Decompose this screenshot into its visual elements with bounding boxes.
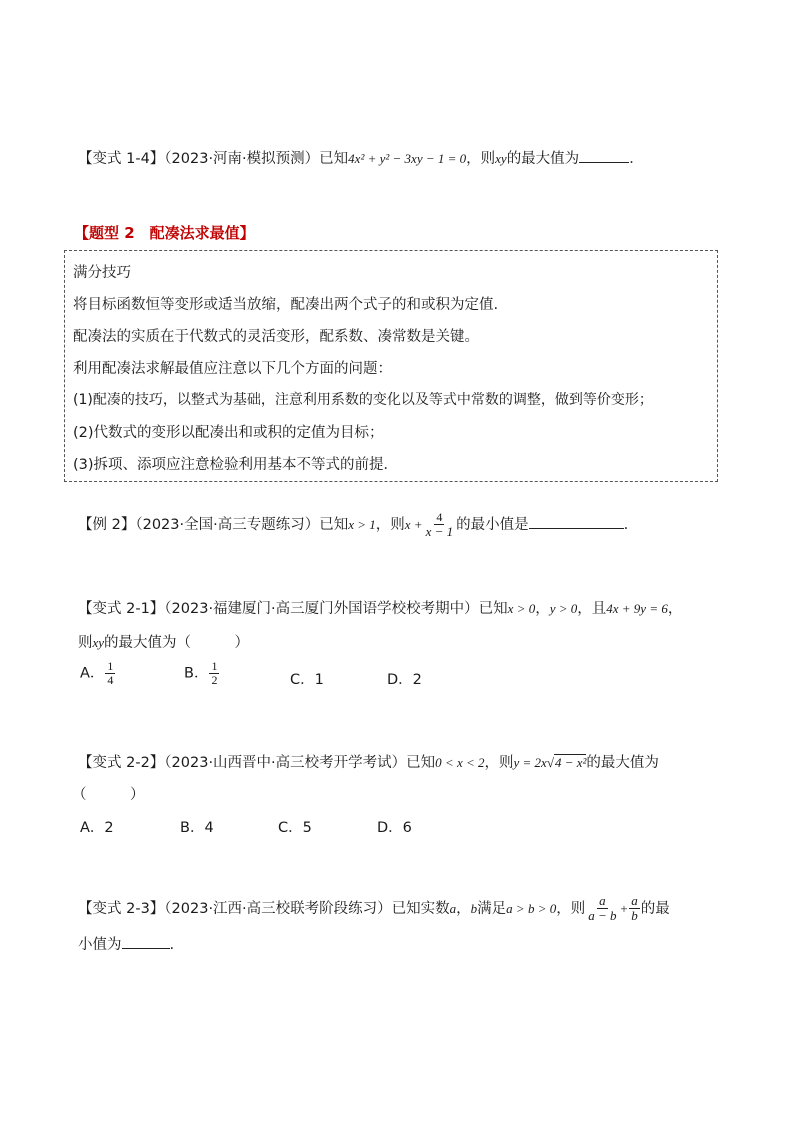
target-expression: xy: [92, 635, 105, 650]
option-letter: B．: [180, 820, 205, 836]
question-text: ，且: [577, 601, 607, 617]
fraction: [209, 660, 219, 687]
option-text: 1: [314, 672, 324, 688]
option-letter: A．: [80, 665, 105, 682]
question-tag: 【例 2】: [78, 517, 136, 534]
radicand: 4 − x²: [554, 755, 587, 770]
fraction-denominator: x − 1: [425, 524, 454, 540]
variable: b: [470, 900, 478, 916]
tips-line: (1)配凑的技巧，以整式为基础，注意利用系数的变化以及等式中常数的调整，做到等价变形；: [73, 392, 653, 408]
target-expression: xy: [495, 151, 507, 166]
variable: a: [449, 900, 457, 916]
condition: x > 0: [507, 601, 536, 616]
question-text: 已知实数: [391, 900, 450, 917]
option-letter: C．: [290, 672, 315, 688]
fraction: [629, 894, 640, 924]
question-text: .: [623, 517, 629, 534]
tips-line: 将目标函数恒等变形或适当放缩，配凑出两个式子的和或积为定值.: [73, 297, 499, 313]
question-tag: 【变式 1-4】: [78, 151, 165, 167]
condition: 0 < x < 2: [435, 755, 485, 770]
option-letter: A．: [80, 820, 105, 836]
option-text: 2: [412, 672, 422, 688]
option-letter: D．: [377, 820, 403, 836]
option-b[interactable]: [180, 816, 214, 837]
option-text: 4: [204, 820, 214, 836]
option-letter: B．: [184, 665, 209, 682]
option-letter: C．: [278, 820, 303, 836]
question-text: 的最: [640, 900, 670, 917]
question-text: ，: [667, 601, 683, 617]
fraction-numerator: 1: [107, 659, 114, 673]
question-text: ，则: [375, 517, 405, 534]
answer-paren: （ ）: [72, 787, 145, 803]
question-text: 的最大值为: [586, 755, 659, 771]
condition: a > b > 0: [506, 900, 557, 916]
question-2-1: [78, 597, 682, 618]
question-text: 满足: [477, 900, 507, 917]
option-b[interactable]: [184, 660, 220, 687]
option-c[interactable]: [290, 668, 324, 689]
condition: y > 0: [549, 601, 578, 616]
question-text: 已知: [319, 151, 349, 167]
question-text: 的最大值为（ ）: [104, 635, 250, 651]
answer-blank[interactable]: [579, 148, 629, 163]
question-text: 的最小值是: [456, 517, 529, 534]
question-source: （2023·全国·高三专题练习）: [135, 517, 320, 534]
condition: 4x + 9y = 6: [606, 601, 668, 616]
example-2: [78, 511, 628, 539]
fraction-numerator: 1: [211, 659, 218, 673]
question-text: 则: [78, 635, 93, 651]
fraction-numerator: a: [631, 893, 638, 908]
question-text: 已知: [319, 517, 349, 534]
question-source: （2023·福建厦门·高三厦门外国语学校校考期中）: [164, 601, 479, 617]
question-2-3: [78, 894, 670, 924]
plus-sign: +: [619, 900, 629, 916]
option-d[interactable]: [387, 668, 422, 689]
fraction: [105, 660, 115, 687]
option-c[interactable]: [278, 816, 312, 837]
fraction-denominator: a − b: [588, 908, 617, 924]
option-text: 6: [402, 820, 412, 836]
fraction: [424, 511, 456, 539]
tips-line: (3)拆项、添项应注意检验利用基本不等式的前提．: [73, 457, 399, 473]
sqrt-sign: √: [546, 755, 554, 770]
fraction-numerator: 4: [436, 510, 443, 524]
question-text: 小值为: [78, 937, 122, 953]
question-text: .: [169, 937, 175, 953]
fraction: [586, 894, 618, 924]
question-text: ，: [456, 900, 471, 917]
question-text: ，则: [484, 755, 514, 771]
question-text: 已知: [406, 755, 436, 771]
question-source: （2023·江西·高三校联考阶段练习）: [164, 900, 392, 917]
question-2-1-line2: [78, 631, 249, 652]
option-text: 5: [302, 820, 312, 836]
option-letter: D．: [387, 672, 413, 688]
question-text: 已知: [478, 601, 508, 617]
tips-line: 利用配凑法求解最值应注意以下几个方面的问题：: [73, 361, 392, 377]
fraction-denominator: 2: [211, 673, 218, 688]
question-text: 的最大值为: [506, 151, 580, 167]
expression: y = 2x: [513, 755, 547, 770]
tips-title: 满分技巧: [73, 265, 131, 281]
tips-box: [64, 250, 718, 482]
answer-blank[interactable]: [122, 934, 170, 949]
question-tag: 【变式 2-3】: [78, 900, 165, 917]
fraction-denominator: b: [631, 908, 638, 924]
fraction-denominator: 4: [107, 673, 114, 688]
tips-line: 配凑法的实质在于代数式的灵活变形，配系数、凑常数是关键。: [73, 329, 479, 345]
question-2-2: [78, 751, 659, 772]
question-1-4: [78, 147, 644, 168]
answer-blank[interactable]: [529, 514, 624, 529]
question-tag: 【变式 2-1】: [78, 601, 165, 617]
option-a[interactable]: [80, 660, 116, 687]
option-d[interactable]: [377, 816, 412, 837]
option-text: 2: [104, 820, 114, 836]
tips-line: (2)代数式的变形以配凑出和或积的定值为目标；: [73, 425, 384, 441]
fraction-numerator: a: [599, 893, 606, 908]
question-text: ，则: [556, 900, 586, 917]
section-heading: 【题型 2 配凑法求最值】: [74, 224, 255, 242]
condition: x > 1: [348, 517, 376, 533]
question-2-3-line2: [78, 933, 174, 954]
question-source: （2023·山西晋中·高三校考开学考试）: [164, 755, 407, 771]
question-text: ．: [629, 151, 644, 167]
question-text: ，: [535, 601, 550, 617]
question-source: （2023·河南·模拟预测）: [164, 151, 320, 167]
question-text: ，则: [466, 151, 496, 167]
question-tag: 【变式 2-2】: [78, 755, 165, 771]
option-a[interactable]: [80, 816, 114, 837]
expression: x +: [404, 517, 423, 533]
equation: 4x² + y² − 3xy − 1 = 0: [348, 151, 467, 166]
